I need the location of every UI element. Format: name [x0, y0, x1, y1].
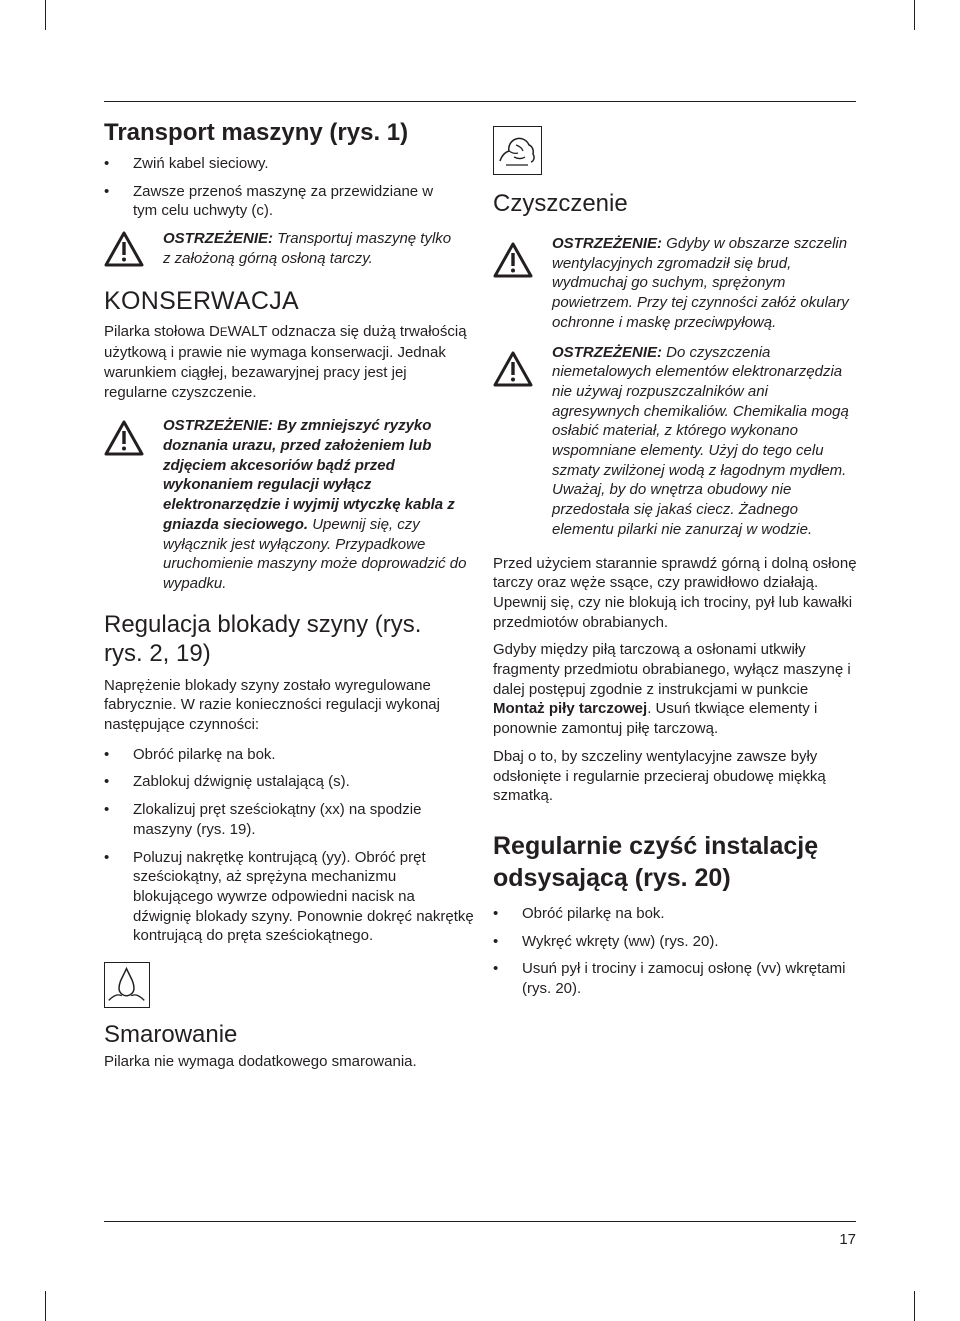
czyszczenie-warning-1-text — [552, 234, 858, 333]
list-item: • Zablokuj dźwignię ustalającą (s). — [104, 772, 474, 792]
intro-text: Pilarka stołowa D — [104, 322, 220, 340]
warning-label: OSTRZEŻENIE: — [552, 343, 663, 361]
regulacja-heading: Regulacja blokady szyny (rys. rys. 2, 19) — [104, 610, 422, 667]
czyszczenie-para-3: Dbaj o to, by szczeliny wentylacyjne zawsze były odsłonięte i regularnie przecieraj obudowę miękką szmatką. — [493, 747, 826, 805]
konserwacja-warning — [104, 416, 474, 593]
brand-rest: WALT — [227, 322, 268, 340]
list-item: • Zawsze przenoś maszynę za przewidziane w tym celu uchwyty (c). — [104, 182, 474, 221]
warning-triangle-icon — [104, 231, 144, 267]
transport-list — [104, 154, 474, 221]
warning-body: Gdyby w obszarze szczelin wentylacyjnych zgromadził się brud, wydmuchaj go suchym, sprężonym powietrzem. Przy tej czynności załóż okulary ochronne i maskę przeciwpyłową. — [552, 235, 849, 331]
left-column — [104, 118, 474, 1072]
intro-text-rest: odznacza się dużą trwałością użytkową i prawie nie wymaga konserwacji. Jednak warunkiem ciągłej, bezawaryjnej pracy jest jej regularne czyszczenie. — [104, 322, 467, 401]
konserwacja-warning-text — [163, 416, 474, 593]
smarowanie-heading: Smarowanie — [104, 1021, 238, 1049]
warning-triangle-icon — [104, 420, 144, 456]
regulacja-intro: Naprężenie blokady szyny zostało wyregulowane fabrycznie. W razie konieczności regulacji wykonaj następujące czynności: — [104, 676, 440, 734]
konserwacja-intro — [104, 322, 474, 403]
warning-label: OSTRZEŻENIE: — [163, 230, 274, 248]
czyszczenie-warning-1 — [493, 234, 858, 333]
smarowanie-text: Pilarka nie wymaga dodatkowego smarowania. — [104, 1053, 417, 1071]
header-rule — [104, 101, 856, 102]
czyszczenie-heading: Czyszczenie — [493, 190, 628, 217]
brand-small: E — [219, 326, 228, 339]
right-column — [493, 126, 858, 1007]
warning-body: Do czyszczenia niemetalowych elementów elektronarzędzia nie używaj rozpuszczalników ani agresywnych chemikaliów. Chemikalia mogą osłabić materiał, z którego wykonano wspomniane elementy. Użyj do tego celu szmaty zwilżonej wodą z łagodnym mydłem. Uważaj, by do wnętrza obudowy nie przedostała się jakaś ciecz. Żadnego elementu pilarki nie zanurzaj w wodzie. — [552, 343, 849, 538]
list-item: • Obróć pilarkę na bok. — [493, 904, 858, 924]
transport-warning-text — [163, 229, 474, 268]
warning-triangle-icon — [493, 242, 533, 278]
footer-rule — [104, 1221, 856, 1222]
transport-warning — [104, 229, 474, 268]
warning-body: Upewnij się, czy wyłącznik jest wyłączony. Przypadkowe uruchomienie maszyny może doprowadzić do wypadku. — [163, 515, 467, 592]
crop-mark — [45, 1291, 46, 1321]
list-item: • Poluzuj nakrętkę kontrującą (yy). Obróć pręt sześciokątny, aż sprężyna mechanizmu blokującego wywrze odpowiedni nacisk na dźwignię blokady szyny. Ponownie dokręć nakrętkę kontrującą do pręta sześciokątnego. — [104, 848, 474, 947]
crop-mark — [914, 1291, 915, 1321]
oil-drop-icon — [105, 963, 148, 1006]
warning-bold-text: OSTRZEŻENIE: By zmniejszyć ryzyko doznania urazu, przed założeniem lub zdjęciem akcesoriów bądź przed wykonaniem regulacji wyłącz elektronarzędzie i wyjmij wtyczkę kabla z gniazda sieciowego. — [163, 417, 455, 533]
list-item: • Obróć pilarkę na bok. — [104, 745, 474, 765]
cleaning-cloth-icon — [494, 127, 540, 173]
oil-drop-icon — [104, 962, 150, 1008]
warning-label: OSTRZEŻENIE: — [552, 235, 663, 252]
regulacja-list — [104, 745, 474, 946]
para-text: Gdyby między piłą tarczową a osłonami utkwiły fragmenty przedmiotu obrabianego, wyłącz maszynę i dalej postępuj zgodnie z instrukcjami w punkcie — [493, 641, 851, 698]
list-item: • Zlokalizuj pręt sześciokątny (xx) na spodzie maszyny (rys. 19). — [104, 800, 474, 839]
czyszczenie-warning-2-text — [552, 343, 858, 540]
instalacja-list — [493, 904, 858, 999]
konserwacja-heading: KONSERWACJA — [104, 286, 299, 315]
para-bold: Montaż piły tarczowej — [493, 700, 648, 718]
crop-mark — [914, 0, 915, 30]
list-item: • Wykręć wkręty (ww) (rys. 20). — [493, 932, 858, 952]
warning-body: Transportuj maszynę tylko z założoną górną osłoną tarczy. — [163, 230, 452, 267]
transport-heading: Transport maszyny (rys. 1) — [104, 119, 409, 146]
instalacja-heading: Regularnie czyść instalację odsysającą (rys. 20) — [493, 831, 819, 892]
page-number: 17 — [839, 1231, 856, 1248]
para-text-rest: . Usuń tkwiące elementy i ponownie zamontuj piłę tarczową. — [493, 700, 818, 738]
list-item: • Zwiń kabel sieciowy. — [104, 154, 474, 174]
list-item: • Usuń pył i trociny i zamocuj osłonę (vv) wkrętami (rys. 20). — [493, 959, 858, 998]
czyszczenie-para-2 — [493, 640, 858, 739]
czyszczenie-warning-2 — [493, 343, 858, 540]
crop-mark — [45, 0, 46, 30]
czyszczenie-para-1: Przed użyciem starannie sprawdź górną i dolną osłonę tarczy oraz węże ssące, czy prawidłowo działają. Upewnij się, czy nie blokują ich trociny, pył lub kawałki przedmiotów obrabianych. — [493, 554, 857, 631]
cleaning-cloth-icon — [493, 126, 542, 175]
warning-triangle-icon — [493, 351, 533, 387]
